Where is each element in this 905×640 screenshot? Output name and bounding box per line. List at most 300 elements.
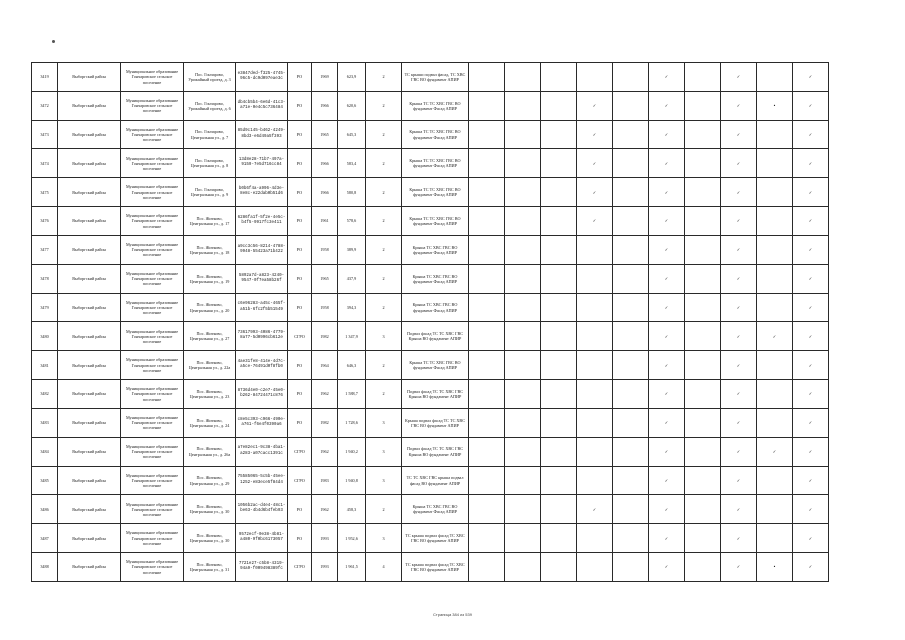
empty-check-cell — [577, 322, 613, 351]
empty-check-cell — [469, 120, 505, 149]
district-cell: Выборгский район — [58, 293, 121, 322]
empty-check-cell — [505, 351, 541, 380]
empty-check-cell — [613, 437, 649, 466]
empty-check-cell — [685, 553, 721, 582]
empty-check-cell — [469, 207, 505, 236]
checkmark-icon: ✓ — [577, 495, 613, 524]
row-number-cell: 3474 — [32, 149, 58, 178]
checkmark-icon: ✓ — [649, 293, 685, 322]
floors-cell: 2 — [366, 207, 402, 236]
empty-check-cell — [757, 466, 793, 495]
empty-check-cell — [613, 408, 649, 437]
row-number-cell: 3484 — [32, 437, 58, 466]
empty-check-cell — [505, 466, 541, 495]
guid-cell: 73617993-4086-4779-8a77-5d0996cb612e — [236, 322, 288, 351]
checkmark-icon: ✓ — [793, 495, 829, 524]
building-type-cell: РО — [288, 380, 312, 409]
empty-check-cell — [613, 351, 649, 380]
checkmark-icon: ✓ — [649, 466, 685, 495]
housing-register-table — [31, 62, 829, 582]
area-cell: 645,3 — [338, 120, 366, 149]
empty-check-cell — [541, 380, 577, 409]
district-cell: Выборгский район — [58, 553, 121, 582]
area-cell: 437,9 — [338, 264, 366, 293]
row-number-cell: 3478 — [32, 264, 58, 293]
area-cell: 1 952,6 — [338, 524, 366, 553]
municipality-cell: Муниципальное образование Гончаровское сельское поселение — [121, 91, 184, 120]
row-number-cell: 3476 — [32, 207, 58, 236]
empty-check-cell — [613, 120, 649, 149]
empty-check-cell — [613, 322, 649, 351]
empty-check-cell — [757, 524, 793, 553]
table-row — [32, 495, 829, 524]
empty-check-cell — [685, 293, 721, 322]
empty-check-cell — [541, 264, 577, 293]
empty-check-cell — [505, 178, 541, 207]
empty-check-cell — [505, 149, 541, 178]
empty-check-cell — [505, 207, 541, 236]
year-built-cell: 1964 — [312, 351, 338, 380]
year-built-cell: 1958 — [312, 235, 338, 264]
address-cell: Пос. Житково, Центральная ул., д. 17 — [184, 207, 236, 236]
empty-check-cell — [685, 91, 721, 120]
empty-check-cell — [757, 178, 793, 207]
checkmark-icon: ✓ — [721, 293, 757, 322]
district-cell: Выборгский район — [58, 149, 121, 178]
empty-check-cell — [469, 437, 505, 466]
table-row — [32, 91, 829, 120]
empty-check-cell — [541, 91, 577, 120]
guid-cell: 1056b2ac-d4e4-48c1-be63-4b4d6b4feb93 — [236, 495, 288, 524]
checkmark-icon: • — [757, 91, 793, 120]
checkmark-icon: ✓ — [721, 207, 757, 236]
empty-check-cell — [469, 380, 505, 409]
row-number-cell: 3485 — [32, 466, 58, 495]
empty-check-cell — [757, 149, 793, 178]
row-number-cell: 3487 — [32, 524, 58, 553]
empty-check-cell — [541, 437, 577, 466]
table-row — [32, 178, 829, 207]
checkmark-icon: ✓ — [721, 351, 757, 380]
works-list-cell: Крыша ТС ТС ХВС ГВС ВО фундамент Фасад АПИР — [402, 120, 469, 149]
empty-check-cell — [577, 264, 613, 293]
empty-check-cell — [685, 322, 721, 351]
works-list-cell: ТС ТС ХВС ГВС крыша подвал фасад ВО фундамент АПИР — [402, 466, 469, 495]
checkmark-icon: ✓ — [793, 553, 829, 582]
guid-cell: db4cb5b4-6e6d-41c3-a71e-0e4c5c736484 — [236, 91, 288, 120]
checkmark-icon: ✓ — [649, 553, 685, 582]
empty-check-cell — [757, 293, 793, 322]
municipality-cell: Муниципальное образование Гончаровское сельское поселение — [121, 293, 184, 322]
floors-cell: 2 — [366, 293, 402, 322]
table-row — [32, 293, 829, 322]
floors-cell: 2 — [366, 63, 402, 92]
building-type-cell: РО — [288, 524, 312, 553]
works-list-cell: Крыша подвал фасад ТС ТС ХВС ГВС ВО фундамент АПИР — [402, 408, 469, 437]
guid-cell: c8e5c393-c966-490e-a761-f6e4f0390a6 — [236, 408, 288, 437]
year-built-cell: 1982 — [312, 322, 338, 351]
checkmark-icon: ✓ — [793, 524, 829, 553]
district-cell: Выборгский район — [58, 63, 121, 92]
municipality-cell: Муниципальное образование Гончаровское сельское поселение — [121, 524, 184, 553]
table-row — [32, 235, 829, 264]
empty-check-cell — [613, 524, 649, 553]
district-cell: Выборгский район — [58, 380, 121, 409]
checkmark-icon: ✓ — [721, 63, 757, 92]
checkmark-icon: ✓ — [577, 91, 613, 120]
empty-check-cell — [613, 553, 649, 582]
guid-cell: 4ae31fe8-414e-4d7c-a5ce-76491d0f8fb0 — [236, 351, 288, 380]
area-cell: 578,6 — [338, 207, 366, 236]
checkmark-icon: ✓ — [757, 322, 793, 351]
works-list-cell: Подвал фасад ТС ТС ХВС ГВС Крыша ВО фундамент АПИР — [402, 322, 469, 351]
checkmark-icon: ✓ — [793, 380, 829, 409]
row-number-cell: 3472 — [32, 91, 58, 120]
checkmark-icon: ✓ — [793, 149, 829, 178]
checkmark-icon: ✓ — [793, 351, 829, 380]
building-type-cell: РО — [288, 120, 312, 149]
works-list-cell: Крыша ТС ТС ХВС ГВС ВО фундамент Фасад АПИР — [402, 351, 469, 380]
district-cell: Выборгский район — [58, 91, 121, 120]
checkmark-icon: ✓ — [577, 149, 613, 178]
checkmark-icon: ✓ — [577, 178, 613, 207]
district-cell: Выборгский район — [58, 264, 121, 293]
row-number-cell: 3481 — [32, 351, 58, 380]
area-cell: 394,3 — [338, 293, 366, 322]
guid-cell: 13d8e28-71b7-497a-9159-7e5d716cc84 — [236, 149, 288, 178]
empty-check-cell — [505, 322, 541, 351]
address-cell: Пос. Гончарово, Урожайный проезд, д. 6 — [184, 91, 236, 120]
year-built-cell: 1982 — [312, 408, 338, 437]
empty-check-cell — [613, 207, 649, 236]
table-row — [32, 553, 829, 582]
floors-cell: 2 — [366, 235, 402, 264]
building-type-cell: СГРО — [288, 466, 312, 495]
floors-cell: 2 — [366, 495, 402, 524]
row-number-cell: 3483 — [32, 408, 58, 437]
checkmark-icon: ✓ — [721, 149, 757, 178]
empty-check-cell — [541, 524, 577, 553]
empty-check-cell — [541, 466, 577, 495]
empty-check-cell — [505, 63, 541, 92]
empty-check-cell — [541, 120, 577, 149]
empty-check-cell — [469, 351, 505, 380]
table-row — [32, 408, 829, 437]
empty-check-cell — [613, 178, 649, 207]
floors-cell: 3 — [366, 408, 402, 437]
empty-check-cell — [541, 207, 577, 236]
works-list-cell: Крыша ТС ХВС ГВС ВО фундамент Фасад АПИР — [402, 495, 469, 524]
works-list-cell: ТС крыша подвал фасад ТС ХВС ГВС ВО фундамент АПИР — [402, 524, 469, 553]
table-row — [32, 149, 829, 178]
floors-cell: 2 — [366, 149, 402, 178]
row-number-cell: 3480 — [32, 322, 58, 351]
checkmark-icon: ✓ — [793, 264, 829, 293]
year-built-cell: 1966 — [312, 149, 338, 178]
empty-check-cell — [685, 351, 721, 380]
empty-check-cell — [469, 178, 505, 207]
address-cell: Пос. Житково, Центральная ул., д. 30 — [184, 495, 236, 524]
row-number-cell: 3475 — [32, 178, 58, 207]
building-type-cell: РО — [288, 408, 312, 437]
empty-check-cell — [469, 264, 505, 293]
floors-cell: 4 — [366, 553, 402, 582]
district-cell: Выборгский район — [58, 178, 121, 207]
empty-check-cell — [577, 235, 613, 264]
checkmark-icon: ✓ — [721, 524, 757, 553]
checkmark-icon: ✓ — [757, 437, 793, 466]
works-list-cell: ТС крыша подвал фасад ТС ХВС ГВС ВО фундамент АПИР — [402, 553, 469, 582]
table-body — [32, 63, 829, 582]
checkmark-icon: ✓ — [649, 408, 685, 437]
guid-cell: e3847ded-f325-4745-96c5-dc9d097eae3c — [236, 63, 288, 92]
year-built-cell: 1993 — [312, 524, 338, 553]
works-list-cell: Подвал фасад ТС ТС ХВС ГВС Крыша ВО фундамент АПИР — [402, 380, 469, 409]
checkmark-icon: ✓ — [793, 408, 829, 437]
checkmark-icon: ✓ — [721, 264, 757, 293]
empty-check-cell — [541, 293, 577, 322]
building-type-cell: РО — [288, 91, 312, 120]
empty-check-cell — [505, 293, 541, 322]
empty-check-cell — [577, 437, 613, 466]
empty-check-cell — [757, 235, 793, 264]
year-built-cell: 1962 — [312, 437, 338, 466]
municipality-cell: Муниципальное образование Гончаровское сельское поселение — [121, 63, 184, 92]
address-cell: Пос. Житково, Центральная ул., д. 26а — [184, 437, 236, 466]
checkmark-icon: ✓ — [721, 437, 757, 466]
checkmark-icon: ✓ — [721, 91, 757, 120]
address-cell: Пос. Житково, Центральная ул., д. 20 — [184, 293, 236, 322]
year-built-cell: 1961 — [312, 207, 338, 236]
checkmark-icon: ✓ — [793, 178, 829, 207]
building-type-cell: СГРО — [288, 553, 312, 582]
year-built-cell: 1962 — [312, 495, 338, 524]
checkmark-icon: ✓ — [649, 207, 685, 236]
municipality-cell: Муниципальное образование Гончаровское сельское поселение — [121, 178, 184, 207]
guid-cell: 9572ecf-0e38-4b81-a480-9f0bc6173057 — [236, 524, 288, 553]
municipality-cell: Муниципальное образование Гончаровское сельское поселение — [121, 264, 184, 293]
empty-check-cell — [505, 495, 541, 524]
floors-cell: 3 — [366, 524, 402, 553]
checkmark-icon: ✓ — [721, 408, 757, 437]
municipality-cell: Муниципальное образование Гончаровское сельское поселение — [121, 437, 184, 466]
area-cell: 389,9 — [338, 235, 366, 264]
table-row — [32, 63, 829, 92]
empty-check-cell — [541, 408, 577, 437]
year-built-cell: 1969 — [312, 63, 338, 92]
checkmark-icon: ✓ — [649, 380, 685, 409]
guid-cell: 6286fa1f-5f2e-4e5c-b4f5-9917fc3e411 — [236, 207, 288, 236]
area-cell: 1 347,9 — [338, 322, 366, 351]
address-cell: Пос. Гончарово, Центральная ул., д. 7 — [184, 120, 236, 149]
checkmark-icon: ✓ — [649, 322, 685, 351]
table-row — [32, 322, 829, 351]
address-cell: Пос. Житково, Центральная ул., д. 29 — [184, 466, 236, 495]
district-cell: Выборгский район — [58, 495, 121, 524]
empty-check-cell — [757, 351, 793, 380]
page-footer: Страница 384 из 539 — [433, 612, 472, 617]
building-type-cell: СГРО — [288, 437, 312, 466]
municipality-cell: Муниципальное образование Гончаровское сельское поселение — [121, 351, 184, 380]
empty-check-cell — [685, 178, 721, 207]
guid-cell: a7e82ec1-9c38-4ba1-a283-a07cacc1391c — [236, 437, 288, 466]
empty-check-cell — [505, 408, 541, 437]
empty-check-cell — [685, 495, 721, 524]
empty-check-cell — [613, 495, 649, 524]
district-cell: Выборгский район — [58, 408, 121, 437]
checkmark-icon: ✓ — [793, 437, 829, 466]
area-cell: 646,3 — [338, 351, 366, 380]
empty-check-cell — [757, 380, 793, 409]
checkmark-icon: ✓ — [649, 120, 685, 149]
table-row — [32, 524, 829, 553]
empty-check-cell — [541, 149, 577, 178]
empty-check-cell — [541, 178, 577, 207]
checkmark-icon: ✓ — [721, 380, 757, 409]
empty-check-cell — [469, 408, 505, 437]
checkmark-icon: ✓ — [649, 91, 685, 120]
table-row — [32, 120, 829, 149]
year-built-cell: 1966 — [312, 178, 338, 207]
municipality-cell: Муниципальное образование Гончаровское сельское поселение — [121, 207, 184, 236]
year-built-cell: 1958 — [312, 293, 338, 322]
empty-check-cell — [541, 63, 577, 92]
table-row — [32, 351, 829, 380]
building-type-cell: РО — [288, 293, 312, 322]
empty-check-cell — [505, 120, 541, 149]
checkmark-icon: ✓ — [721, 235, 757, 264]
area-cell: 580,8 — [338, 178, 366, 207]
empty-check-cell — [757, 207, 793, 236]
checkmark-icon: ✓ — [793, 63, 829, 92]
guid-cell: b0b6f4a-a996-4d3e-8e8c-e22dab0b51d6 — [236, 178, 288, 207]
empty-check-cell — [613, 293, 649, 322]
empty-check-cell — [613, 380, 649, 409]
table-row — [32, 264, 829, 293]
building-type-cell: РО — [288, 351, 312, 380]
empty-check-cell — [505, 553, 541, 582]
floors-cell: 3 — [366, 437, 402, 466]
checkmark-icon: ✓ — [721, 495, 757, 524]
empty-check-cell — [469, 235, 505, 264]
district-cell: Выборгский район — [58, 351, 121, 380]
building-type-cell: РО — [288, 149, 312, 178]
empty-check-cell — [469, 495, 505, 524]
row-number-cell: 3488 — [32, 553, 58, 582]
row-number-cell: 3473 — [32, 120, 58, 149]
municipality-cell: Муниципальное образование Гончаровское сельское поселение — [121, 149, 184, 178]
building-type-cell: РО — [288, 264, 312, 293]
address-cell: Пос. Житково, Центральная ул., д. 27 — [184, 322, 236, 351]
empty-check-cell — [685, 264, 721, 293]
district-cell: Выборгский район — [58, 207, 121, 236]
area-cell: 1 961,5 — [338, 553, 366, 582]
empty-check-cell — [469, 322, 505, 351]
empty-check-cell — [577, 553, 613, 582]
table-row — [32, 466, 829, 495]
empty-check-cell — [541, 235, 577, 264]
empty-check-cell — [577, 351, 613, 380]
checkmark-icon: ✓ — [793, 120, 829, 149]
checkmark-icon: • — [757, 553, 793, 582]
floors-cell: 2 — [366, 120, 402, 149]
empty-check-cell — [757, 264, 793, 293]
address-cell: Пос. Житково, Центральная ул., д. 19 — [184, 264, 236, 293]
floors-cell: 3 — [366, 466, 402, 495]
empty-check-cell — [613, 91, 649, 120]
empty-check-cell — [505, 437, 541, 466]
empty-check-cell — [577, 408, 613, 437]
checkmark-icon: ✓ — [721, 322, 757, 351]
empty-check-cell — [685, 408, 721, 437]
checkmark-icon: ✓ — [649, 437, 685, 466]
guid-cell: 85d9c145-b462-4249-8bd3-e6d49a5f393 — [236, 120, 288, 149]
municipality-cell: Муниципальное образование Гончаровское сельское поселение — [121, 553, 184, 582]
floors-cell: 2 — [366, 351, 402, 380]
floors-cell: 3 — [366, 322, 402, 351]
municipality-cell: Муниципальное образование Гончаровское сельское поселение — [121, 120, 184, 149]
row-number-cell: 3477 — [32, 235, 58, 264]
empty-check-cell — [757, 63, 793, 92]
municipality-cell: Муниципальное образование Гончаровское сельское поселение — [121, 495, 184, 524]
guid-cell: 5892a7d-a823-4240-9547-0f7ea58b26f — [236, 264, 288, 293]
empty-check-cell — [757, 120, 793, 149]
area-cell: 623,9 — [338, 63, 366, 92]
area-cell: 1 940,2 — [338, 437, 366, 466]
scan-dot — [52, 40, 55, 43]
year-built-cell: 1966 — [312, 91, 338, 120]
table-row — [32, 380, 829, 409]
works-list-cell: Крыша ТС ХВС ГВС ВО фундамент Фасад АПИР — [402, 235, 469, 264]
empty-check-cell — [505, 235, 541, 264]
empty-check-cell — [541, 351, 577, 380]
empty-check-cell — [469, 553, 505, 582]
empty-check-cell — [541, 495, 577, 524]
works-list-cell: ТС крыши подвал фасад, ТС ХВС ГВС ВО фундамент АПИР — [402, 63, 469, 92]
empty-check-cell — [505, 264, 541, 293]
checkmark-icon: ✓ — [577, 207, 613, 236]
address-cell: Пос. Гончарово, Центральная ул., д. 8 — [184, 149, 236, 178]
empty-check-cell — [613, 63, 649, 92]
empty-check-cell — [685, 437, 721, 466]
works-list-cell: Крыша ТС ХВС ГВС ВО фундамент Фасад АПИР — [402, 293, 469, 322]
address-cell: Пос. Житково, Центральная ул., д. 24 — [184, 408, 236, 437]
building-type-cell: РО — [288, 495, 312, 524]
address-cell: Пос. Житково, Центральная ул., д. 31 — [184, 553, 236, 582]
empty-check-cell — [577, 466, 613, 495]
empty-check-cell — [577, 524, 613, 553]
checkmark-icon: ✓ — [649, 495, 685, 524]
address-cell: Пос. Гончарово, Центральная ул., д. 9 — [184, 178, 236, 207]
address-cell: Пос. Житково, Центральная ул., д. 30 — [184, 524, 236, 553]
checkmark-icon: ✓ — [793, 466, 829, 495]
empty-check-cell — [685, 63, 721, 92]
empty-check-cell — [613, 466, 649, 495]
empty-check-cell — [613, 149, 649, 178]
district-cell: Выборгский район — [58, 524, 121, 553]
empty-check-cell — [685, 380, 721, 409]
area-cell: 583,4 — [338, 149, 366, 178]
checkmark-icon: ✓ — [721, 120, 757, 149]
empty-check-cell — [685, 524, 721, 553]
building-type-cell: СГРО — [288, 322, 312, 351]
district-cell: Выборгский район — [58, 466, 121, 495]
works-list-cell: Крыша ТС ХВС ГВС ВО фундамент Фасад АПИР — [402, 264, 469, 293]
empty-check-cell — [505, 524, 541, 553]
checkmark-icon: ✓ — [649, 149, 685, 178]
checkmark-icon: ✓ — [793, 293, 829, 322]
district-cell: Выборгский район — [58, 437, 121, 466]
